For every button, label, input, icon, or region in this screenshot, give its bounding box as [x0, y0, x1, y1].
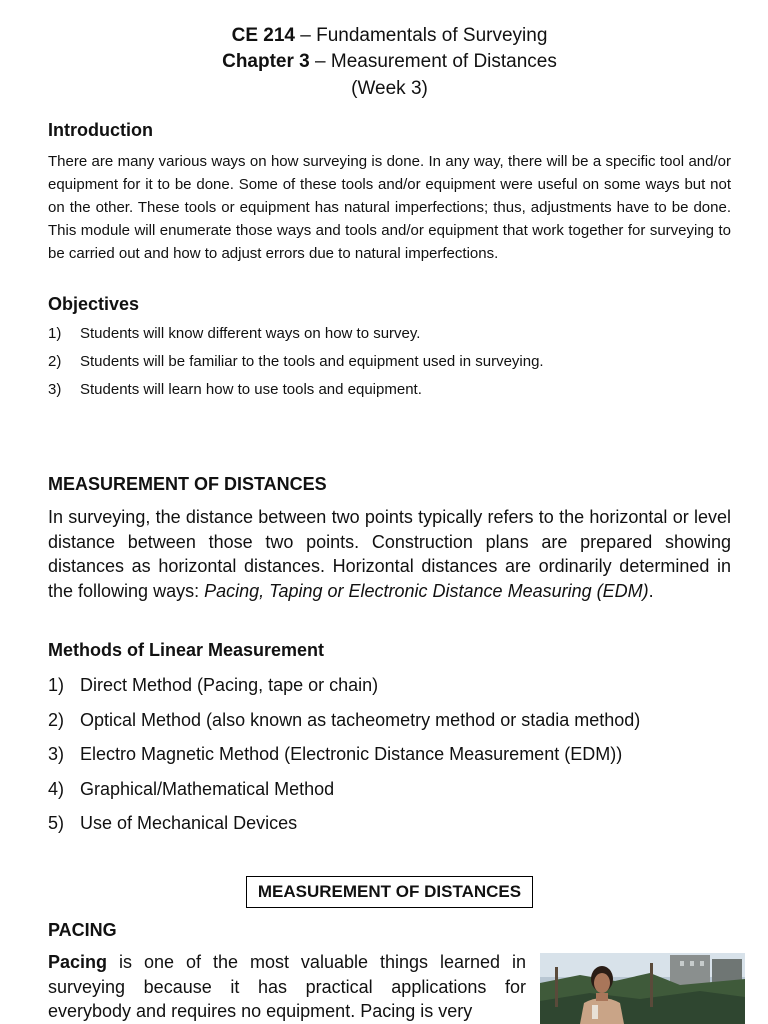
item-number: 1)	[48, 675, 65, 695]
item-text: Students will know different ways on how to survey.	[80, 325, 421, 342]
course-title: – Fundamentals of Surveying	[294, 25, 548, 46]
measurement-body-start: In surveying, the distance between two points typically refers to the horizontal or level distance between those two points. Construction plans are prepared showing distances as horizontal distances. Horizontal distances are ordinarily determined in the following ways:	[48, 507, 731, 601]
measurement-heading: MEASUREMENT OF DISTANCES	[48, 474, 327, 494]
measurement-body-italic: Pacing, Taping or Electronic Distance Measuring (EDM)	[204, 580, 649, 601]
list-item	[48, 376, 731, 404]
week-label: (Week 3)	[351, 78, 428, 99]
chapter-line	[48, 49, 731, 75]
item-text: Students will be familiar to the tools and equipment used in surveying.	[80, 353, 544, 370]
item-text: Electro Magnetic Method (Electronic Distance Measurement (EDM))	[80, 744, 623, 764]
pacing-body	[48, 950, 526, 1024]
pacing-photo	[540, 953, 745, 1024]
item-number: 4)	[48, 778, 65, 799]
item-number: 2)	[48, 709, 65, 730]
pacing-photo-image	[540, 953, 745, 1024]
list-item	[48, 706, 731, 741]
boxed-section-title: MEASUREMENT OF DISTANCES	[246, 876, 533, 908]
chapter-title: – Measurement of Distances	[309, 51, 557, 72]
methods-heading: Methods of Linear Measurement	[48, 640, 325, 660]
methods-list	[48, 671, 731, 844]
course-code: CE 214	[231, 25, 295, 46]
item-number: 1)	[48, 325, 62, 342]
pacing-term: Pacing	[48, 952, 108, 972]
item-number: 2)	[48, 353, 62, 370]
list-item	[48, 740, 731, 775]
list-item	[48, 320, 731, 348]
item-text: Direct Method (Pacing, tape or chain)	[80, 675, 379, 695]
item-text: Students will learn how to use tools and equipment.	[80, 381, 422, 398]
pacing-heading: PACING	[48, 920, 117, 940]
item-text: Graphical/Mathematical Method	[80, 778, 335, 799]
list-item	[48, 809, 731, 844]
measurement-body-end: .	[648, 580, 654, 601]
measurement-body	[48, 505, 731, 603]
item-number: 3)	[48, 744, 65, 764]
objectives-heading: Objectives	[48, 294, 140, 314]
pacing-text: is one of the most valuable things learned in surveying because it has practical applications for everybody and requires no equipment. Pacing is very	[48, 952, 526, 1021]
objectives-list	[48, 320, 731, 404]
item-number: 5)	[48, 813, 65, 833]
list-item	[48, 348, 731, 376]
item-number: 3)	[48, 381, 62, 398]
item-text: Optical Method (also known as tacheometry method or stadia method)	[80, 709, 641, 730]
list-item	[48, 671, 731, 706]
introduction-body: There are many various ways on how surveying is done. In any way, there will be a specific tool and/or equipment for it to be done. Some of these tools and/or equipment were useful on some ways but not on the other. These tools or equipment has natural imperfections; thus, adjustments have to be done. This module will enumerate those ways and tools and/or equipment that work together for surveying to be carried out and how to adjust errors due to natural imperfections.	[48, 153, 731, 262]
chapter-label: Chapter 3	[222, 51, 310, 72]
item-text: Use of Mechanical Devices	[80, 813, 298, 833]
list-item	[48, 775, 731, 810]
introduction-heading: Introduction	[48, 120, 153, 140]
course-line	[48, 23, 731, 49]
